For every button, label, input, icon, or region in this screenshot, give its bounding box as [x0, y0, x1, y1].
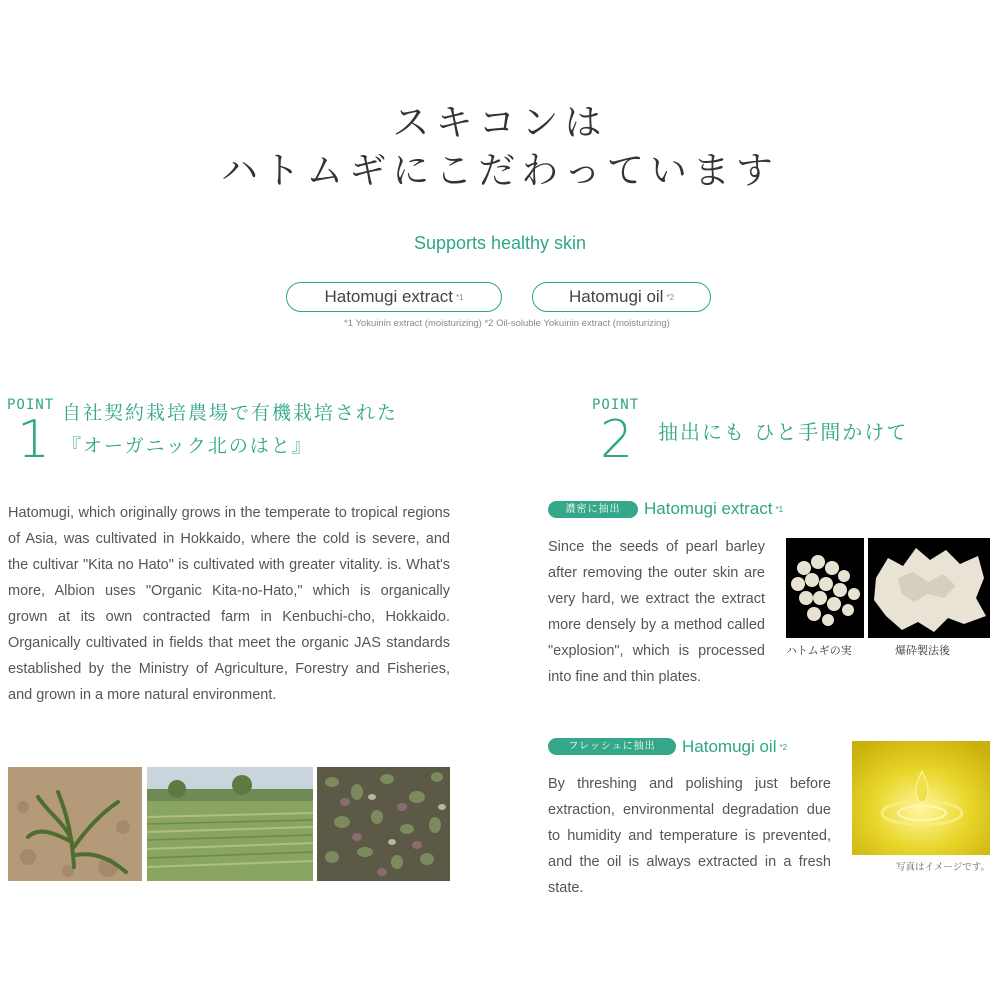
extract-title-note: *1: [775, 505, 784, 515]
pill-note: *1: [455, 293, 464, 303]
pill-label: Hatomugi extract: [324, 287, 453, 306]
ingredient-footnote: *1 Yokuinin extract (moisturizing) *2 Oil-soluble Yokuinin extract (moisturizing): [344, 318, 670, 329]
barley-seeds-photo: [786, 538, 864, 638]
oil-badge: フレッシュに抽出: [548, 738, 676, 755]
oil-body: By threshing and polishing just before extraction, environmental degradation due to humidity and temperature is prevented, and the oil is always extracted in a fresh state.: [548, 776, 831, 896]
point1-number: 1: [17, 410, 51, 470]
oil-drop-photo: [852, 741, 990, 855]
grain-photo: [317, 767, 450, 881]
extract-title-text: Hatomugi extract: [644, 499, 773, 518]
extract-badge: 濃密に抽出: [548, 501, 638, 518]
point1-heading-line1: 自社契約栽培農場で有機栽培された: [62, 402, 399, 424]
pill-note: *2: [666, 293, 675, 303]
extract-body: Since the seeds of pearl barley after removing the outer skin are very hard, we extract the extract more densely by a method called "explosion", which is processed into fine and thin plates.: [548, 539, 765, 685]
oil-title-text: Hatomugi oil: [682, 737, 777, 756]
exploded-caption: 爆砕製法後: [895, 644, 950, 657]
extract-title: [644, 499, 783, 519]
point1-body: Hatomugi, which originally grows in the temperate to tropical regions of Asia, was cultivated in Hokkaido, where the cold is severe, and the cultivar "Kita no Hato" is cultivated with greater vitality. is. What's more, Albion uses "Organic Kita-no-Hato," which is organically grown at its own contracted farm in Kenbuchi-cho, Hokkaido. Organically cultivated in fields that meet the organic JAS standards established by the Ministry of Agriculture, Forestry and Fisheries, and grown in a more natural environment.: [8, 505, 450, 703]
exploded-barley-photo: [868, 538, 990, 638]
oil-title: [682, 737, 787, 757]
pill-hatomugi-oil: [532, 282, 711, 312]
point2-label: POINT: [592, 397, 640, 413]
point2-number: 2: [600, 410, 634, 470]
pill-hatomugi-extract: [286, 282, 502, 312]
page-title-line2: ハトムギにこだわっています: [221, 149, 779, 192]
point1-label: POINT: [7, 397, 55, 413]
page-title-line1: スキコンは: [392, 101, 608, 144]
point1-heading-line2: 『オーガニック北のはと』: [62, 435, 313, 457]
point2-heading: 抽出にも ひと手間かけて: [658, 420, 909, 444]
seedling-photo: [8, 767, 142, 881]
field-photo: [147, 767, 313, 881]
subtitle: Supports healthy skin: [413, 233, 587, 253]
image-disclaimer: 写真はイメージです。: [896, 862, 990, 873]
pill-label: Hatomugi oil: [568, 287, 664, 306]
point1-heading: [62, 397, 482, 463]
oil-title-note: *2: [779, 743, 788, 753]
seeds-caption: ハトムギの実: [786, 644, 852, 657]
